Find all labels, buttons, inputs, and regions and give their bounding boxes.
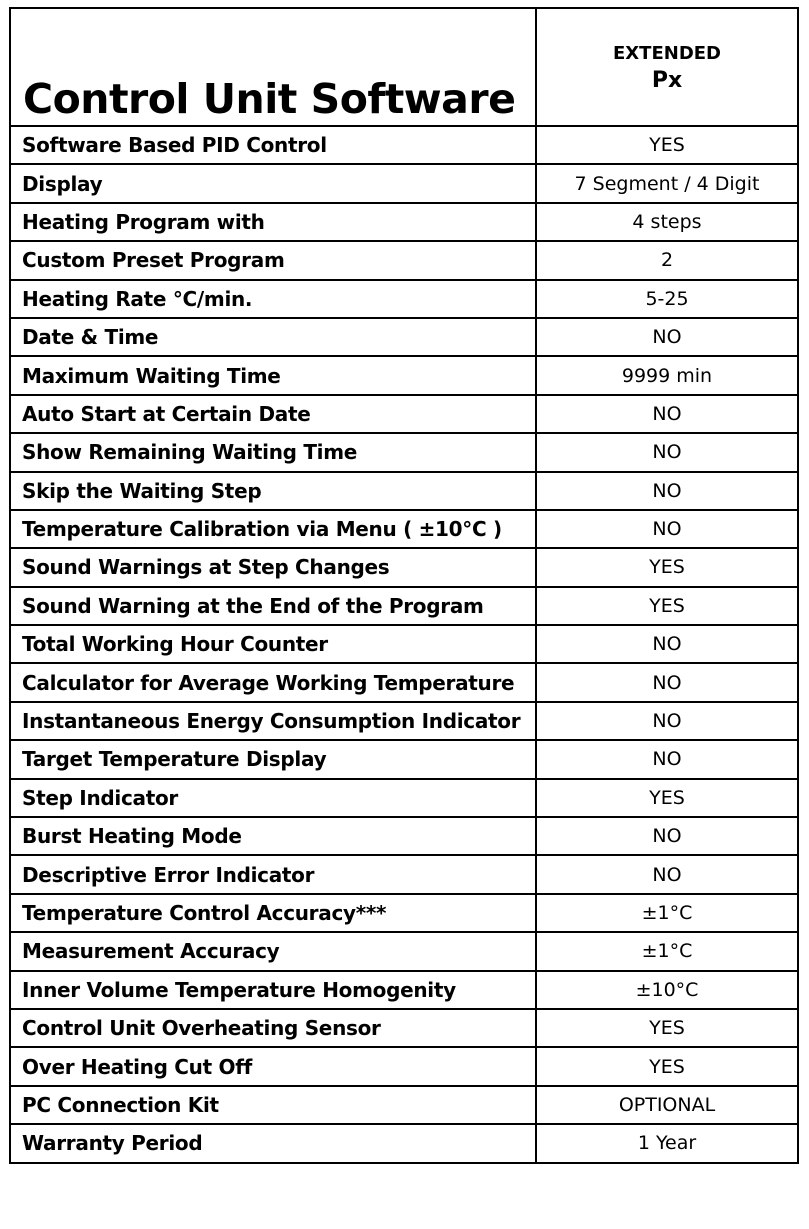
feature-label: Inner Volume Temperature Homogenity (10, 971, 536, 1009)
table-row (10, 280, 798, 318)
table-row (10, 817, 798, 855)
header-row (10, 8, 798, 126)
feature-value: NO (536, 472, 798, 510)
feature-value: ±1°C (536, 894, 798, 932)
model-name: Px (651, 68, 683, 93)
feature-value: NO (536, 625, 798, 663)
feature-label: Temperature Control Accuracy*** (10, 894, 536, 932)
table-row (10, 318, 798, 356)
table-row (10, 625, 798, 663)
feature-label: Total Working Hour Counter (10, 625, 536, 663)
feature-label: Date & Time (10, 318, 536, 356)
feature-label: Burst Heating Mode (10, 817, 536, 855)
spec-rows (10, 126, 798, 1163)
feature-label: Target Temperature Display (10, 740, 536, 778)
table-row (10, 241, 798, 279)
feature-label: Descriptive Error Indicator (10, 855, 536, 893)
feature-value: NO (536, 433, 798, 471)
table-row (10, 472, 798, 510)
feature-value: YES (536, 587, 798, 625)
feature-label: Over Heating Cut Off (10, 1047, 536, 1085)
feature-value: NO (536, 702, 798, 740)
table-row (10, 203, 798, 241)
spec-table (9, 7, 799, 1164)
table-row (10, 740, 798, 778)
table-row (10, 433, 798, 471)
feature-value: NO (536, 855, 798, 893)
model-series: EXTENDED (613, 43, 721, 64)
feature-label: Warranty Period (10, 1124, 536, 1162)
feature-value: OPTIONAL (536, 1086, 798, 1124)
feature-value: NO (536, 318, 798, 356)
feature-value: ±10°C (536, 971, 798, 1009)
table-row (10, 1124, 798, 1162)
model-header (536, 8, 798, 126)
feature-value: ±1°C (536, 932, 798, 970)
feature-value: YES (536, 1009, 798, 1047)
feature-label: Custom Preset Program (10, 241, 536, 279)
table-row (10, 855, 798, 893)
feature-label: Measurement Accuracy (10, 932, 536, 970)
table-title: Control Unit Software (10, 8, 536, 126)
feature-value: YES (536, 548, 798, 586)
feature-label: Temperature Calibration via Menu ( ±10°C ) (10, 510, 536, 548)
feature-value: YES (536, 779, 798, 817)
feature-value: 5-25 (536, 280, 798, 318)
table-row (10, 663, 798, 701)
feature-value: NO (536, 663, 798, 701)
feature-label: Display (10, 164, 536, 202)
feature-label: Heating Program with (10, 203, 536, 241)
feature-label: Calculator for Average Working Temperature (10, 663, 536, 701)
table-row (10, 1009, 798, 1047)
feature-label: Sound Warning at the End of the Program (10, 587, 536, 625)
table-row (10, 702, 798, 740)
table-row (10, 510, 798, 548)
table-row (10, 779, 798, 817)
feature-label: Show Remaining Waiting Time (10, 433, 536, 471)
table-row (10, 395, 798, 433)
feature-label: Maximum Waiting Time (10, 356, 536, 394)
table-row (10, 894, 798, 932)
feature-value: 2 (536, 241, 798, 279)
feature-value: YES (536, 1047, 798, 1085)
table-row (10, 164, 798, 202)
feature-label: Step Indicator (10, 779, 536, 817)
feature-label: Instantaneous Energy Consumption Indicator (10, 702, 536, 740)
feature-value: 1 Year (536, 1124, 798, 1162)
table-row (10, 587, 798, 625)
feature-value: YES (536, 126, 798, 164)
feature-value: NO (536, 817, 798, 855)
table-row (10, 1086, 798, 1124)
table-row (10, 1047, 798, 1085)
table-row (10, 548, 798, 586)
feature-value: NO (536, 395, 798, 433)
table-row (10, 971, 798, 1009)
table-row (10, 126, 798, 164)
feature-label: Sound Warnings at Step Changes (10, 548, 536, 586)
feature-label: Skip the Waiting Step (10, 472, 536, 510)
feature-value: NO (536, 740, 798, 778)
table-row (10, 356, 798, 394)
feature-label: Control Unit Overheating Sensor (10, 1009, 536, 1047)
feature-label: Software Based PID Control (10, 126, 536, 164)
feature-label: PC Connection Kit (10, 1086, 536, 1124)
feature-label: Auto Start at Certain Date (10, 395, 536, 433)
feature-label: Heating Rate °C/min. (10, 280, 536, 318)
feature-value: 9999 min (536, 356, 798, 394)
feature-value: NO (536, 510, 798, 548)
feature-value: 4 steps (536, 203, 798, 241)
feature-value: 7 Segment / 4 Digit (536, 164, 798, 202)
table-row (10, 932, 798, 970)
